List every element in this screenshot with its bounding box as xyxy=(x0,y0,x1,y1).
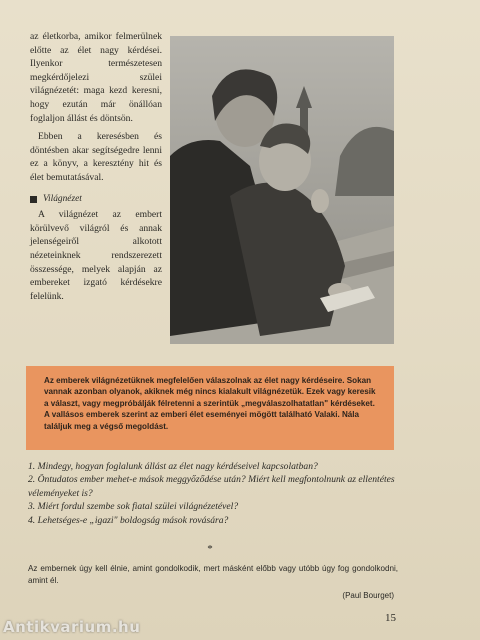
question-list xyxy=(28,460,398,527)
question-item: 1. Mindegy, hogyan foglalunk állást az élet nagy kérdéseivel kapcsolatban? xyxy=(28,461,318,472)
section-subheading xyxy=(30,193,162,207)
highlight-paragraph-2: A vallásos emberek szerint az emberi élet eseményei mögött található Valaki. Nála találjuk meg a végső megoldást. xyxy=(44,410,360,431)
subheading-text: Világnézet xyxy=(43,193,82,204)
photo-two-young-people xyxy=(170,36,394,344)
page-number: 15 xyxy=(385,612,396,624)
watermark-logo: Antikvarium.hu xyxy=(3,618,141,636)
intro-paragraph-2: Ebben a keresésben és döntésben akar segítségedre lenni ez a könyv, a keresztény hit és élet bemutatásával. xyxy=(30,131,162,183)
question-item: 3. Miért fordul szembe sok fiatal szülei világnézetével? xyxy=(28,501,239,513)
asterisk-separator: * xyxy=(207,543,213,555)
photo-illustration xyxy=(170,36,394,344)
quote-text: Az embernek úgy kell élnie, amint gondolkodik, mert másként előbb vagy utóbb úgy fog gondolkodni, amint él. xyxy=(28,564,398,585)
square-bullet-icon xyxy=(30,196,37,203)
question-item: 4. Lehetséges-e „igazi" boldogság mások rovására? xyxy=(28,514,229,526)
highlight-box xyxy=(26,366,394,450)
intro-paragraph: az életkorba, amikor felmerülnek előtte az élet nagy kérdései. Ilyenkor természetesen megkérdőjelezi szülei világnézetét: maga kezd keresni, hogy ezután már önállóan foglaljon állást és döntsön. xyxy=(30,31,162,124)
highlight-paragraph-1: Az emberek világnézetüknek megfelelően válaszolnak az élet nagy kérdéseire. Sokan vannak azonban olyanok, akiknek még nincs kialakult világnézetük. Ezek vagy keresik a választ, vagy megpróbálják félretenni a szerintük „megválaszolhatatlan" kérdéseket. xyxy=(44,376,376,408)
question-item: 2. Öntudatos ember mehet-e mások meggyőződése után? Miért kell megfontolnunk az ellentétes véleményeket is? xyxy=(28,474,395,499)
left-text-column xyxy=(30,30,162,308)
quote-author: (Paul Bourget) xyxy=(342,591,394,600)
definition-paragraph: A világnézet az embert körülvevő világról és annak jelenségeiről alkotott nézeteinknek rendszerezett összessége, melyek alapján az embereket izgató kérdésekre felelünk. xyxy=(30,209,162,302)
